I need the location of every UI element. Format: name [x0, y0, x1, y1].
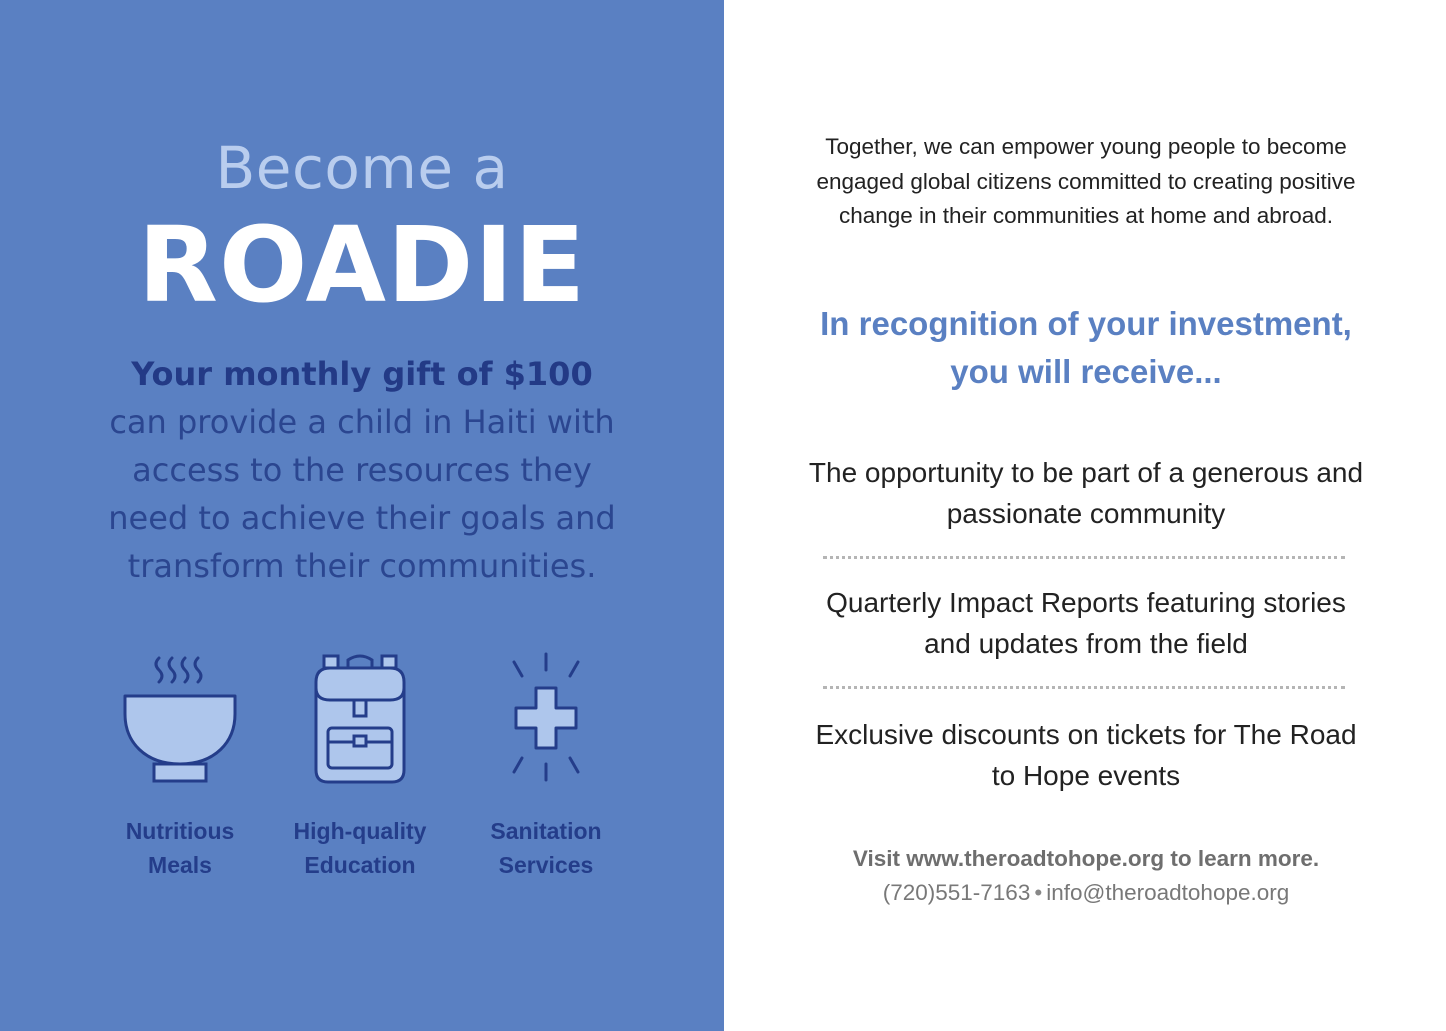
- icon-label-sanitation: [456, 814, 636, 882]
- icon-label-meals-line1: Nutritious: [125, 818, 235, 844]
- recognition-heading: In recognition of your investment, you will receive...: [820, 305, 1352, 390]
- visit-website-text[interactable]: Visit www.theroadtohope.org to learn more.: [852, 846, 1320, 871]
- backpack-icon: [300, 650, 420, 784]
- icon-label-sanitation-line1: Sanitation: [490, 818, 602, 844]
- benefit-icons-row: [100, 650, 640, 890]
- headline-roadie: ROADIE: [137, 204, 587, 326]
- benefit-impact-reports: Quarterly Impact Reports featuring stories and updates from the field: [826, 587, 1346, 659]
- headline-become-a: Become a: [215, 134, 509, 202]
- gift-body-text: can provide a child in Haiti with access to the resources they need to achieve their goals and transform their communities.: [108, 403, 616, 585]
- intro-paragraph: Together, we can empower young people to become engaged global citizens committed to creating positive change in their communities at home and abroad.: [816, 134, 1356, 228]
- icon-label-education: [270, 814, 450, 882]
- icon-label-meals: [90, 814, 270, 882]
- bowl-icon: [120, 650, 240, 784]
- phone-number[interactable]: (720)551-7163: [882, 880, 1031, 905]
- contact-block: [806, 842, 1366, 910]
- icon-label-education-line1: High-quality: [293, 818, 427, 844]
- benefit-discounts: Exclusive discounts on tickets for The Road to Hope events: [815, 719, 1357, 791]
- icon-label-meals-line2: Meals: [148, 852, 212, 878]
- gift-amount-text: Your monthly gift of $100: [131, 355, 593, 393]
- benefit-community: The opportunity to be part of a generous and passionate community: [808, 457, 1364, 529]
- dotted-divider: [823, 686, 1345, 689]
- contact-info-line: [806, 876, 1366, 910]
- icon-label-sanitation-line2: Services: [498, 852, 594, 878]
- right-panel: [724, 0, 1446, 1031]
- icon-item-sanitation: [456, 650, 636, 882]
- dotted-divider: [823, 556, 1345, 559]
- gift-description: [90, 350, 634, 590]
- icon-item-education: [270, 650, 450, 882]
- icon-item-meals: [90, 650, 270, 882]
- contact-separator: •: [1034, 880, 1043, 905]
- medical-cross-icon: [486, 650, 606, 784]
- icon-label-education-line2: Education: [304, 852, 416, 878]
- email-address[interactable]: info@theroadtohope.org: [1046, 880, 1290, 905]
